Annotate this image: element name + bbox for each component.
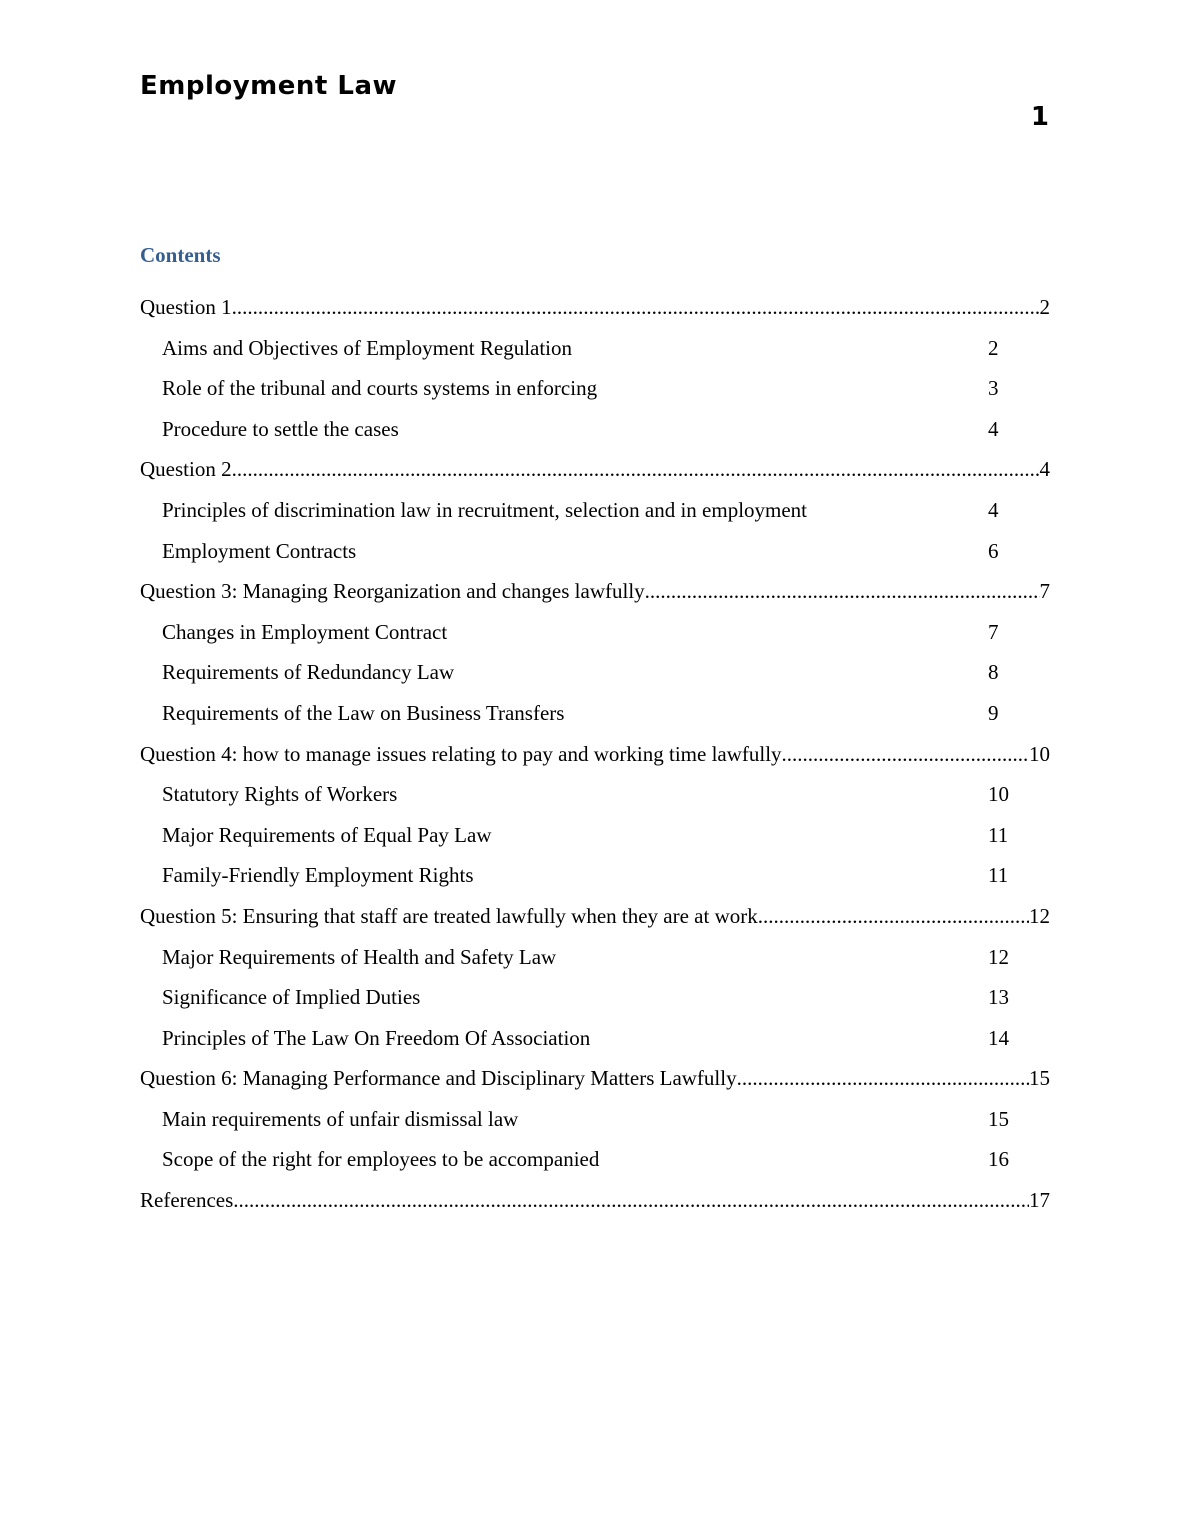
toc-entry-page: 10 — [988, 782, 1009, 807]
toc-entry-label: Family-Friendly Employment Rights — [162, 863, 474, 888]
toc-entry-label: Requirements of Redundancy Law — [162, 660, 455, 685]
toc-entry-page: 11 — [988, 863, 1009, 888]
toc-entry-label: Employment Contracts — [162, 538, 357, 563]
toc-entry-label: Principles of The Law On Freedom Of Association — [162, 1025, 591, 1050]
toc-entry-right-to-be-accompanied[interactable] — [140, 1143, 1050, 1184]
toc-entry-page: 4 — [988, 497, 999, 522]
toc-entry-question-3[interactable] — [140, 575, 1050, 616]
toc-entry-page: 15 — [1029, 1066, 1050, 1091]
toc-entry-page: 15 — [988, 1106, 1009, 1131]
table-of-contents — [140, 291, 1050, 1225]
toc-entry-page: 12 — [1029, 903, 1050, 928]
toc-entry-page: 16 — [988, 1147, 1009, 1172]
toc-entry-label: Question 4: how to manage issues relating to pay and working time lawfully — [140, 741, 782, 766]
toc-entry-page: 14 — [988, 1025, 1009, 1050]
toc-entry-contract-changes[interactable] — [140, 616, 1050, 657]
toc-entry-discrimination-principles[interactable] — [140, 494, 1050, 535]
toc-entry-question-5[interactable] — [140, 900, 1050, 941]
toc-entry-page: 11 — [988, 822, 1009, 847]
toc-entry-statutory-rights[interactable] — [140, 778, 1050, 819]
toc-entry-label: Question 2 — [140, 457, 232, 482]
toc-entry-page: 7 — [1039, 579, 1050, 604]
toc-dot-leader — [232, 291, 1040, 323]
toc-dot-leader — [232, 453, 1040, 485]
toc-entry-question-1[interactable] — [140, 291, 1050, 332]
toc-entry-family-friendly[interactable] — [140, 859, 1050, 900]
toc-entry-page: 10 — [1029, 741, 1050, 766]
toc-entry-label: Question 6: Managing Performance and Disciplinary Matters Lawfully — [140, 1066, 737, 1091]
toc-entry-page: 12 — [988, 944, 1009, 969]
toc-entry-label: Statutory Rights of Workers — [162, 782, 398, 807]
toc-entry-label: Main requirements of unfair dismissal law — [162, 1106, 519, 1131]
toc-entry-label: Role of the tribunal and courts systems in enforcing — [162, 376, 598, 401]
toc-entry-page: 17 — [1029, 1188, 1050, 1213]
toc-entry-page: 3 — [988, 376, 999, 401]
toc-entry-freedom-of-association[interactable] — [140, 1022, 1050, 1063]
toc-entry-label: Significance of Implied Duties — [162, 985, 421, 1010]
toc-entry-label: Scope of the right for employees to be accompanied — [162, 1147, 600, 1172]
toc-dot-leader — [782, 738, 1029, 770]
toc-entry-page: 2 — [988, 335, 999, 360]
toc-entry-page: 4 — [1039, 457, 1050, 482]
toc-entry-question-6[interactable] — [140, 1062, 1050, 1103]
toc-entry-unfair-dismissal[interactable] — [140, 1103, 1050, 1144]
toc-entry-procedure[interactable] — [140, 413, 1050, 454]
toc-entry-page: 9 — [988, 700, 999, 725]
toc-entry-label: Aims and Objectives of Employment Regulation — [162, 335, 573, 360]
toc-dot-leader — [645, 575, 1040, 607]
toc-entry-page: 13 — [988, 985, 1009, 1010]
toc-entry-page: 6 — [988, 538, 999, 563]
toc-entry-page: 8 — [988, 660, 999, 685]
toc-entry-label: Major Requirements of Equal Pay Law — [162, 822, 492, 847]
toc-entry-redundancy-law[interactable] — [140, 656, 1050, 697]
toc-entry-page: 2 — [1039, 295, 1050, 319]
toc-dot-leader — [233, 1184, 1029, 1216]
document-header-title: Employment Law — [140, 71, 398, 101]
toc-entry-label: Major Requirements of Health and Safety Law — [162, 944, 557, 969]
toc-entry-label: Question 3: Managing Reorganization and changes lawfully — [140, 579, 645, 604]
toc-entry-page: 7 — [988, 619, 999, 644]
toc-entry-label: Principles of discrimination law in recruitment, selection and in employment — [162, 497, 808, 522]
toc-entry-employment-contracts[interactable] — [140, 535, 1050, 576]
page-number: 1 — [1030, 102, 1049, 132]
toc-dot-leader — [758, 900, 1029, 932]
toc-heading: Contents — [140, 243, 221, 267]
toc-dot-leader — [737, 1062, 1029, 1094]
toc-entry-label: Requirements of the Law on Business Transfers — [162, 700, 565, 725]
toc-entry-label: Question 1 — [140, 295, 232, 319]
toc-entry-implied-duties[interactable] — [140, 981, 1050, 1022]
toc-entry-label: Changes in Employment Contract — [162, 619, 448, 644]
toc-entry-aims-objectives[interactable] — [140, 332, 1050, 373]
toc-entry-label: Question 5: Ensuring that staff are treated lawfully when they are at work — [140, 903, 758, 928]
toc-entry-question-4[interactable] — [140, 738, 1050, 779]
toc-entry-question-2[interactable] — [140, 453, 1050, 494]
toc-entry-health-safety[interactable] — [140, 941, 1050, 982]
toc-entry-references[interactable] — [140, 1184, 1050, 1225]
toc-entry-label: References — [140, 1188, 234, 1213]
toc-entry-page: 4 — [988, 416, 999, 441]
toc-entry-equal-pay[interactable] — [140, 819, 1050, 860]
toc-entry-label: Procedure to settle the cases — [162, 416, 399, 441]
toc-entry-business-transfers[interactable] — [140, 697, 1050, 738]
toc-entry-tribunal-role[interactable] — [140, 372, 1050, 413]
